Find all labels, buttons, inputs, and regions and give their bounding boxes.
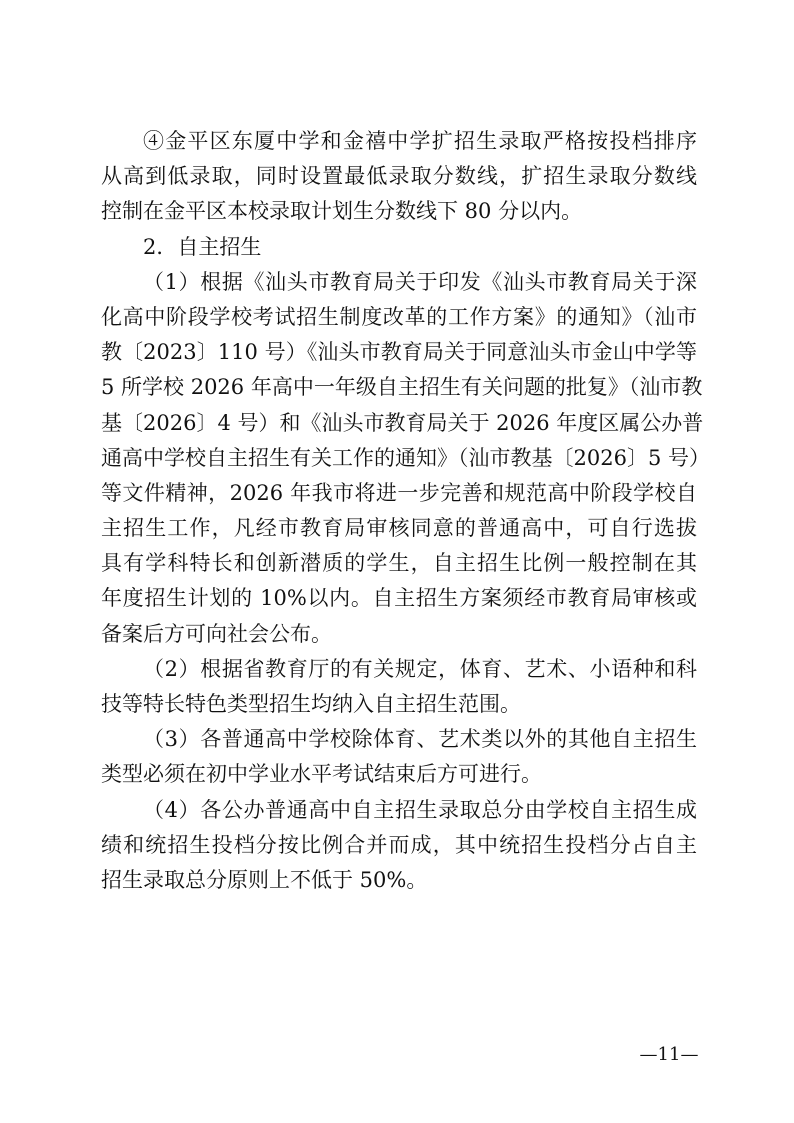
paragraph-line: 年度招生计划的 10%以内。自主招生方案须经市教育局审核或: [101, 586, 697, 611]
paragraph-line: 从高到低录取，同时设置最低录取分数线，扩招生录取分数线: [101, 164, 697, 189]
paragraph-line: （1）根据《汕头市教育局关于印发《汕头市教育局关于深: [143, 269, 697, 294]
paragraph-line: 技等特长特色类型招生均纳入自主招生范围。: [101, 692, 521, 716]
paragraph-line: 类型必须在初中学业水平考试结束后方可进行。: [101, 762, 542, 787]
paragraph-line: （4）各公办普通高中自主招生录取总分由学校自主招生成: [143, 797, 697, 822]
paragraph-line: 控制在金平区本校录取计划生分数线下 80 分以内。: [101, 199, 583, 224]
paragraph-line: 化高中阶段学校考试招生制度改革的工作方案》的通知》（汕市: [101, 304, 697, 329]
paragraph-line: 绩和统招生投档分按比例合并而成，其中统招生投档分占自主: [101, 832, 697, 857]
paragraph-line: 基〔2026〕4 号）和《汕头市教育局关于 2026 年度区属公办普: [101, 410, 704, 435]
paragraph-line: （3）各普通高中学校除体育、艺术类以外的其他自主招生: [143, 727, 697, 752]
paragraph-line: 通高中学校自主招生有关工作的通知》（汕市教基〔2026〕5 号）: [101, 445, 710, 470]
paragraph-line: 等文件精神，2026 年我市将进一步完善和规范高中阶段学校自: [101, 480, 697, 505]
paragraph-line: ④金平区东厦中学和金禧中学扩招生录取严格按投档排序: [143, 129, 697, 153]
paragraph-line: 主招生工作，凡经市教育局审核同意的普通高中，可自行选拔: [101, 516, 697, 541]
paragraph-line: 备案后方可向社会公布。: [101, 621, 332, 646]
paragraph-line: 教〔2023〕110 号）《汕头市教育局关于同意汕头市金山中学等: [101, 340, 697, 365]
paragraph-line: （2）根据省教育厅的有关规定，体育、艺术、小语种和科: [143, 656, 697, 681]
page-number: —11—: [639, 1044, 699, 1065]
body-text: [101, 124, 710, 898]
section-heading: 2．自主招生: [143, 234, 262, 259]
paragraph-line: 具有学科特长和创新潜质的学生，自主招生比例一般控制在其: [101, 551, 697, 576]
paragraph-line: 5 所学校 2026 年高中一年级自主招生有关问题的批复》（汕市教: [101, 375, 703, 400]
paragraph-line: 招生录取总分原则上不低于 50%。: [101, 867, 428, 892]
